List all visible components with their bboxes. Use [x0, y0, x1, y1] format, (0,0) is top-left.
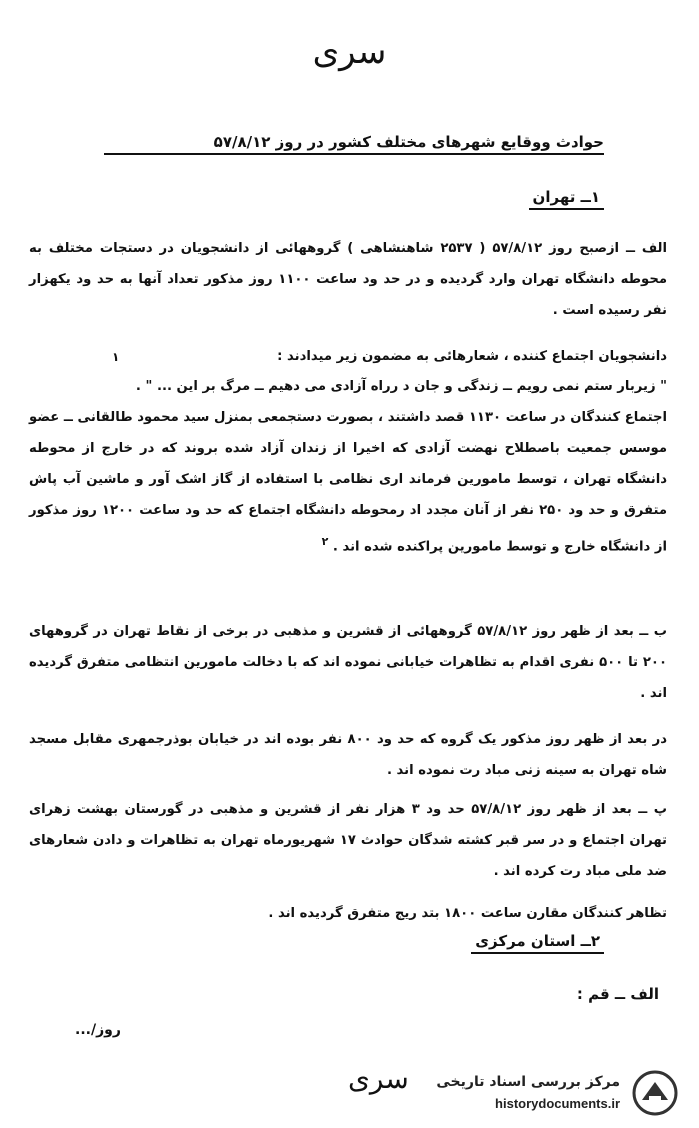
- section-heading-markazi: [471, 932, 604, 950]
- paragraph-alef-2: دانشجویان اجتماع کننده ، شعارهائی به مضمون زیر میدادند :: [277, 349, 667, 364]
- archive-logo-icon: [628, 1070, 682, 1116]
- classification-stamp-bottom: سری: [348, 1062, 409, 1095]
- document-title: حوادث ووقایع شهرهای مختلف کشور در روز ۵۷/۸/۱۲: [104, 133, 604, 155]
- section-heading-markazi-label: ۲ــ استان مرکزی: [471, 932, 604, 954]
- paragraph-alef-3-text: اجتماع کنندگان در ساعت ۱۱۳۰ قصد داشتند ، بصورت دستجمعی بمنزل سید محمود طالقانی ــ عضو موسس جمعیت باصطلاح نهضت آزادی که اخیرا از زندان آزاد شده بروند که در خارج از محوطه دانشگاه تهران ، توسط مامورین فرماند اری نظامی با استفاده از گاز اشک آور و ماشین آب پاش متفرق و حد ود ۲۵۰ نفر از آنان مجدد اد رمحوطه دانشگاه اجتماع که حد ود ساعت ۱۲۰۰ روز مذکور از دانشگاه خارج و توسط مامورین پراکنده شده اند .: [29, 410, 667, 555]
- paragraph-alef-1: الف ــ ازصبح روز ۵۷/۸/۱۲ ( ۲۵۳۷ شاهنشاهی ) گروههائی از دانشجویان در دستجات مختلف به محوطه دانشگاه تهران وارد گردیده و در حد ود ساعت ۱۱۰۰ روز مذکور تعداد آنها به حد ود یکهزار نفر رسیده است .: [29, 241, 668, 318]
- watermark-title: مرکز بررسی اسناد تاریخی: [436, 1074, 620, 1090]
- watermark: [420, 1068, 688, 1120]
- classification-stamp-top: سری: [312, 32, 387, 72]
- section-heading-tehran-label: ۱ــ تهران: [529, 188, 604, 210]
- day-number: روز/...: [75, 1022, 121, 1038]
- paragraph-pe-2: تظاهر کنندگان مقارن ساعت ۱۸۰۰ بتد ریج متفرق گردیده اند .: [268, 906, 667, 921]
- paragraph-be-1: ب ــ بعد از ظهر روز ۵۷/۸/۱۲ گروههائی از قشرین و مذهبی در برخی از نقاط تهران در گروههای ۲۰۰ تا ۵۰۰ نفری اقدام به تظاهرات خیابانی نموده اند که با دخالت مامورین انتظامی متفرق گردیده اند .: [29, 624, 667, 701]
- margin-note-1: ۱: [112, 350, 120, 364]
- sub-heading-qom: الف ــ قم :: [576, 985, 659, 1003]
- watermark-url: historydocuments.ir: [495, 1096, 620, 1111]
- paragraph-pe-1: پ ــ بعد از ظهر روز ۵۷/۸/۱۲ حد ود ۳ هزار نفر از قشرین و مذهبی در گورستان بهشت زهرای تهران اجتماع و در سر قبر کشته شدگان حوادث ۱۷ شهریورماه تهران به تظاهرات و دادن شعارهای ضد ملی مباد رت کرده اند .: [29, 802, 667, 879]
- margin-note-2: ۲: [321, 535, 329, 548]
- paragraph-be-2: در بعد از ظهر روز مذکور یک گروه که حد ود ۸۰۰ نفر بوده اند در خیابان بوذرجمهری مقابل مسجد شاه تهران به سینه زنی مباد رت نموده اند .: [29, 732, 667, 778]
- paragraph-alef-3: [29, 402, 667, 562]
- section-heading-tehran: [529, 188, 604, 206]
- slogan-quote: " زیربار ستم نمی رویم ــ زندگی و جان د رراه آزادی می دهیم ــ مرگ بر این ... " .: [135, 379, 667, 394]
